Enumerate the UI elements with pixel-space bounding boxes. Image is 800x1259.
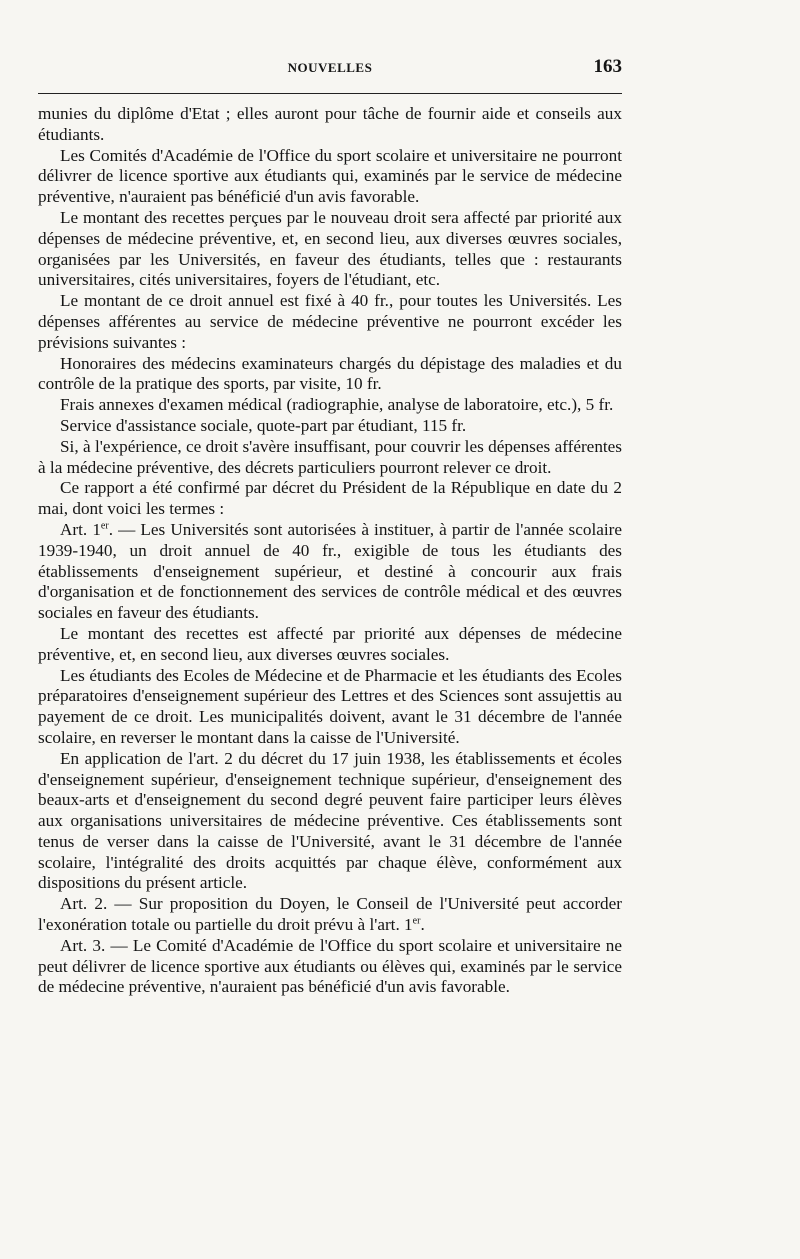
page-number: 163 [593,56,622,77]
superscript: er [100,520,109,532]
paragraph: Les étudiants des Ecoles de Médecine et de Pharmacie et les étudiants des Ecoles préparatoires d'enseignement supérieur des Lettres et des Sciences sont assujettis au payement de ce droit. Les municipalités doivent, avant le 31 décembre de l'année scolaire, en reverser le montant dans la caisse de l'Université. [38,665,622,747]
paragraph: Si, à l'expérience, ce droit s'avère insuffisant, pour couvrir les dépenses afférentes à la médecine préventive, des décrets particuliers pourront relever ce droit. [38,436,622,477]
article-1-label: Art. 1 [60,519,101,539]
article-3: Art. 3. — Le Comité d'Académie de l'Office du sport scolaire et universitaire ne peut délivrer de licence sportive aux étudiants ou élèves qui, examinés par le service de médecine préventive, n'auraient pas bénéficié d'un avis favorable. [38,935,622,997]
paragraph: Le montant des recettes est affecté par priorité aux dépenses de médecine préventive, et, en second lieu, aux diverses œuvres sociales. [38,623,622,664]
paragraph: munies du diplôme d'Etat ; elles auront pour tâche de fournir aide et conseils aux étudiants. [38,104,622,144]
running-title: NOUVELLES [287,60,373,75]
paragraph: Le montant des recettes perçues par le nouveau droit sera affecté par priorité aux dépenses de médecine préventive, et, en second lieu, aux diverses œuvres sociales, organisées par les Universités, en faveur des étudiants, telles que : restaurants universitaires, cités universitaires, foyers de l'étudiant, etc. [38,207,622,290]
article-2-text: Art. 2. — Sur proposition du Doyen, le Conseil de l'Université peut accorder l'exonération totale ou partielle du droit prévu à l'art. 1 [38,894,622,935]
paragraph: En application de l'art. 2 du décret du 17 juin 1938, les établissements et écoles d'enseignement supérieur, d'enseignement technique supérieur, d'enseignement des beaux-arts et d'enseignement du second degré peuvent faire participer leurs élèves aux organisations universitaires de médecine préventive. Ces établissements sont tenus de verser dans la caisse de l'Université, avant le 31 décembre de l'année scolaire, l'intégralité des droits acquittés par chaque élève, conformément aux dispositions du présent article. [38,748,622,893]
paragraph: Service d'assistance sociale, quote-part par étudiant, 115 fr. [60,415,467,435]
article-2: Art. 2. — Sur proposition du Doyen, le Conseil de l'Université peut accorder l'exonération totale ou partielle du droit prévu à l'art. 1er. [38,894,622,935]
paragraph: Le montant de ce droit annuel est fixé à 40 fr., pour toutes les Universités. Les dépenses afférentes au service de médecine préventive ne pourront excéder les prévisions suivantes : [38,291,622,352]
paragraph: Honoraires des médecins examinateurs chargés du dépistage des maladies et du contrôle de la pratique des sports, par visite, 10 fr. [38,353,622,394]
article-body [38,104,622,998]
header-rule [38,93,622,94]
article-1-text: . — Les Universités sont autorisées à instituer, à partir de l'année scolaire 1939-1940, un droit annuel de 40 fr., exigible de tous les étudiants des établissements d'enseignement supérieur, et destiné à concourir aux frais d'organisation et de fonctionnement des services de contrôle médical et des œuvres sociales en faveur des étudiants. [38,519,622,623]
article-1 [38,520,622,624]
paragraph: Frais annexes d'examen médical (radiographie, analyse de laboratoire, etc.), 5 fr. [60,395,614,415]
superscript: er [412,915,421,927]
page-header [38,56,622,82]
paragraph: Ce rapport a été confirmé par décret du Président de la République en date du 2 mai, dont voici les termes : [38,478,622,519]
paragraph: Les Comités d'Académie de l'Office du sport scolaire et universitaire ne pourront délivrer de licence sportive aux étudiants qui, examinés par le service de médecine préventive, n'auraient pas bénéficié d'un avis favorable. [38,145,622,207]
